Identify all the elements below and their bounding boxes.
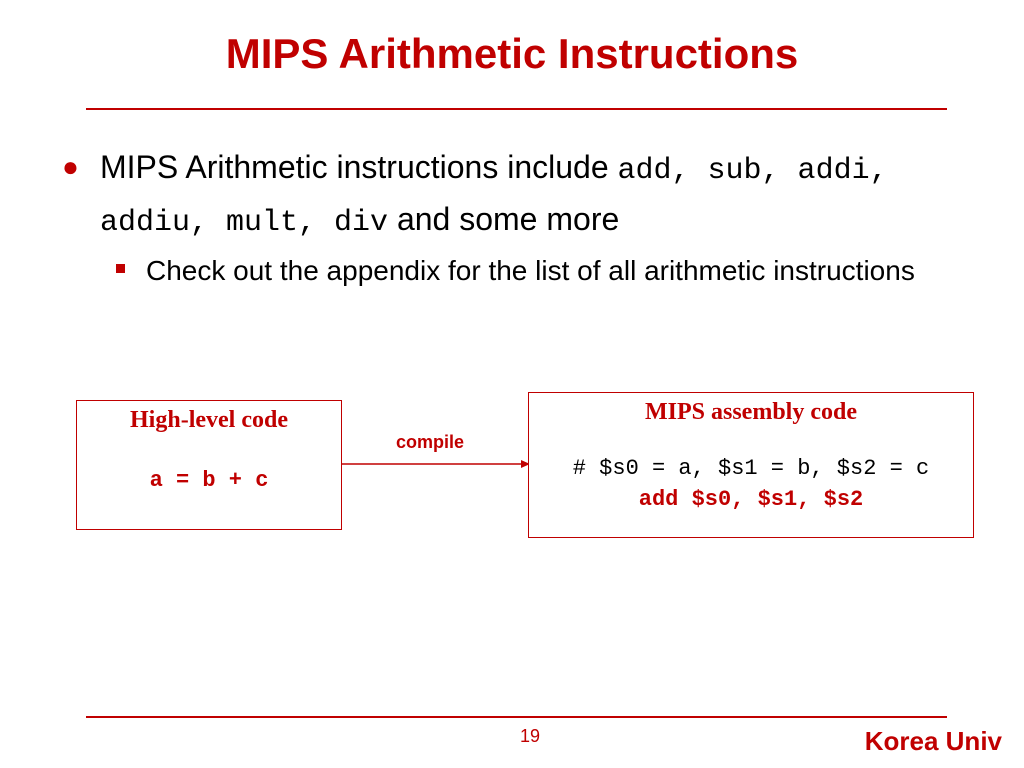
high-level-code-title: High-level code	[130, 407, 288, 433]
compile-label: compile	[395, 432, 465, 452]
footer-rule	[86, 716, 947, 718]
title-underline	[86, 108, 947, 110]
bullet-main-text	[100, 143, 980, 247]
high-level-code-line: a = b + c	[149, 468, 269, 493]
bullet-main-tail: and some more	[388, 201, 620, 237]
mips-assembly-code-box	[528, 392, 974, 538]
footer-brand: Korea Univ	[864, 726, 1002, 756]
bullet-dot-icon: ●	[62, 151, 79, 182]
slide-title: MIPS Arithmetic Instructions	[225, 30, 799, 77]
mips-add-instruction: add $s0, $s1, $s2	[638, 487, 864, 512]
bullet-sub-text: Check out the appendix for the list of all arithmetic instructions	[146, 255, 915, 286]
register-mapping-comment: # $s0 = a, $s1 = b, $s2 = c	[572, 456, 930, 481]
mips-assembly-code-title: MIPS assembly code	[645, 399, 857, 425]
instruction-list: add, sub, addi, addiu, mult, div	[100, 154, 888, 240]
compile-arrow-icon	[340, 456, 532, 472]
page-number: 19	[519, 726, 541, 746]
high-level-code-box	[76, 400, 342, 530]
bullet-main-lead: MIPS Arithmetic instructions include	[100, 149, 618, 185]
square-bullet-icon	[116, 264, 125, 273]
